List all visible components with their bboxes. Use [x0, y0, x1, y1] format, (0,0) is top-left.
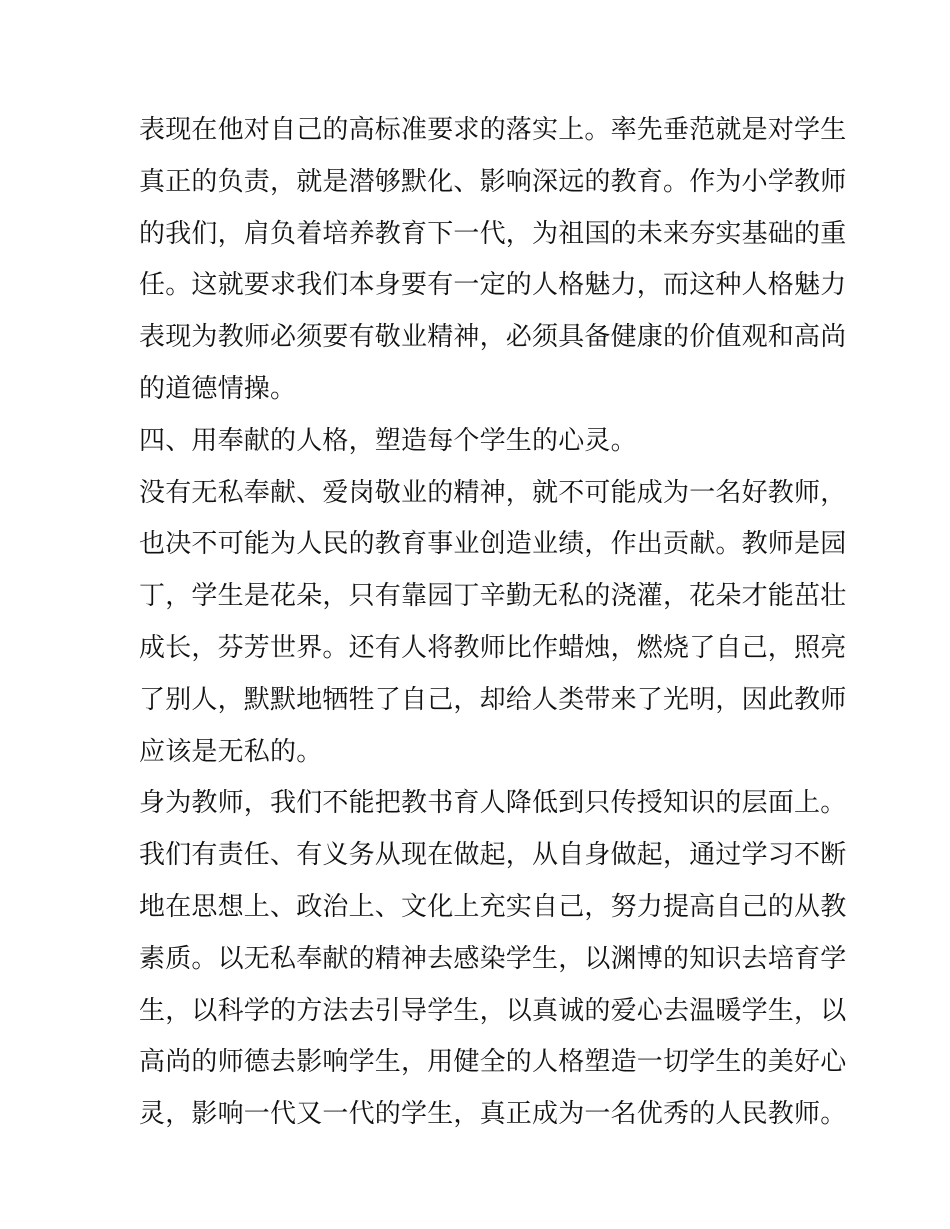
text-line: 成长，芬芳世界。还有人将教师比作蜡烛，燃烧了自己，照亮 [139, 632, 847, 663]
document-body [139, 105, 847, 1141]
text-line: 素质。以无私奉献的精神去感染学生，以渊博的知识去培育学 [139, 943, 847, 974]
text-line: 地在思想上、政治上、文化上充实自己，努力提高自己的从教 [139, 891, 847, 922]
text-line: 真正的负责，就是潜够默化、影响深远的教育。作为小学教师 [139, 166, 847, 197]
section-heading: 四、用奉献的人格，塑造每个学生的心灵。 [139, 425, 637, 456]
text-line: 也决不可能为人民的教育事业创造业绩，作出贡献。教师是园 [139, 529, 847, 560]
text-line: 了别人，默默地牺牲了自己，却给人类带来了光明，因此教师 [139, 684, 847, 715]
text-line: 的道德情操。 [139, 373, 297, 404]
text-line: 的我们，肩负着培养教育下一代，为祖国的未来夯实基础的重 [139, 218, 847, 249]
text-line: 应该是无私的。 [139, 736, 323, 767]
text-line: 任。这就要求我们本身要有一定的人格魅力，而这种人格魅力 [139, 270, 847, 301]
text-line: 我们有责任、有义务从现在做起，从自身做起，通过学习不断 [139, 840, 847, 871]
text-line: 没有无私奉献、爱岗敬业的精神，就不可能成为一名好教师， [139, 477, 847, 508]
text-line: 表现在他对自己的高标准要求的落实上。率先垂范就是对学生 [139, 115, 847, 145]
text-line: 生，以科学的方法去引导学生，以真诚的爱心去温暖学生，以 [139, 995, 847, 1026]
text-line: 灵，影响一代又一代的学生，真正成为一名优秀的人民教师。 [139, 1099, 847, 1130]
text-line: 丁，学生是花朵，只有靠园丁辛勤无私的浇灌，花朵才能茁壮 [139, 581, 847, 612]
text-line: 表现为教师必须要有敬业精神，必须具备健康的价值观和高尚 [139, 322, 847, 353]
text-line: 高尚的师德去影响学生，用健全的人格塑造一切学生的美好心 [139, 1047, 847, 1078]
text-line: 身为教师，我们不能把教书育人降低到只传授知识的层面上。 [139, 788, 847, 819]
